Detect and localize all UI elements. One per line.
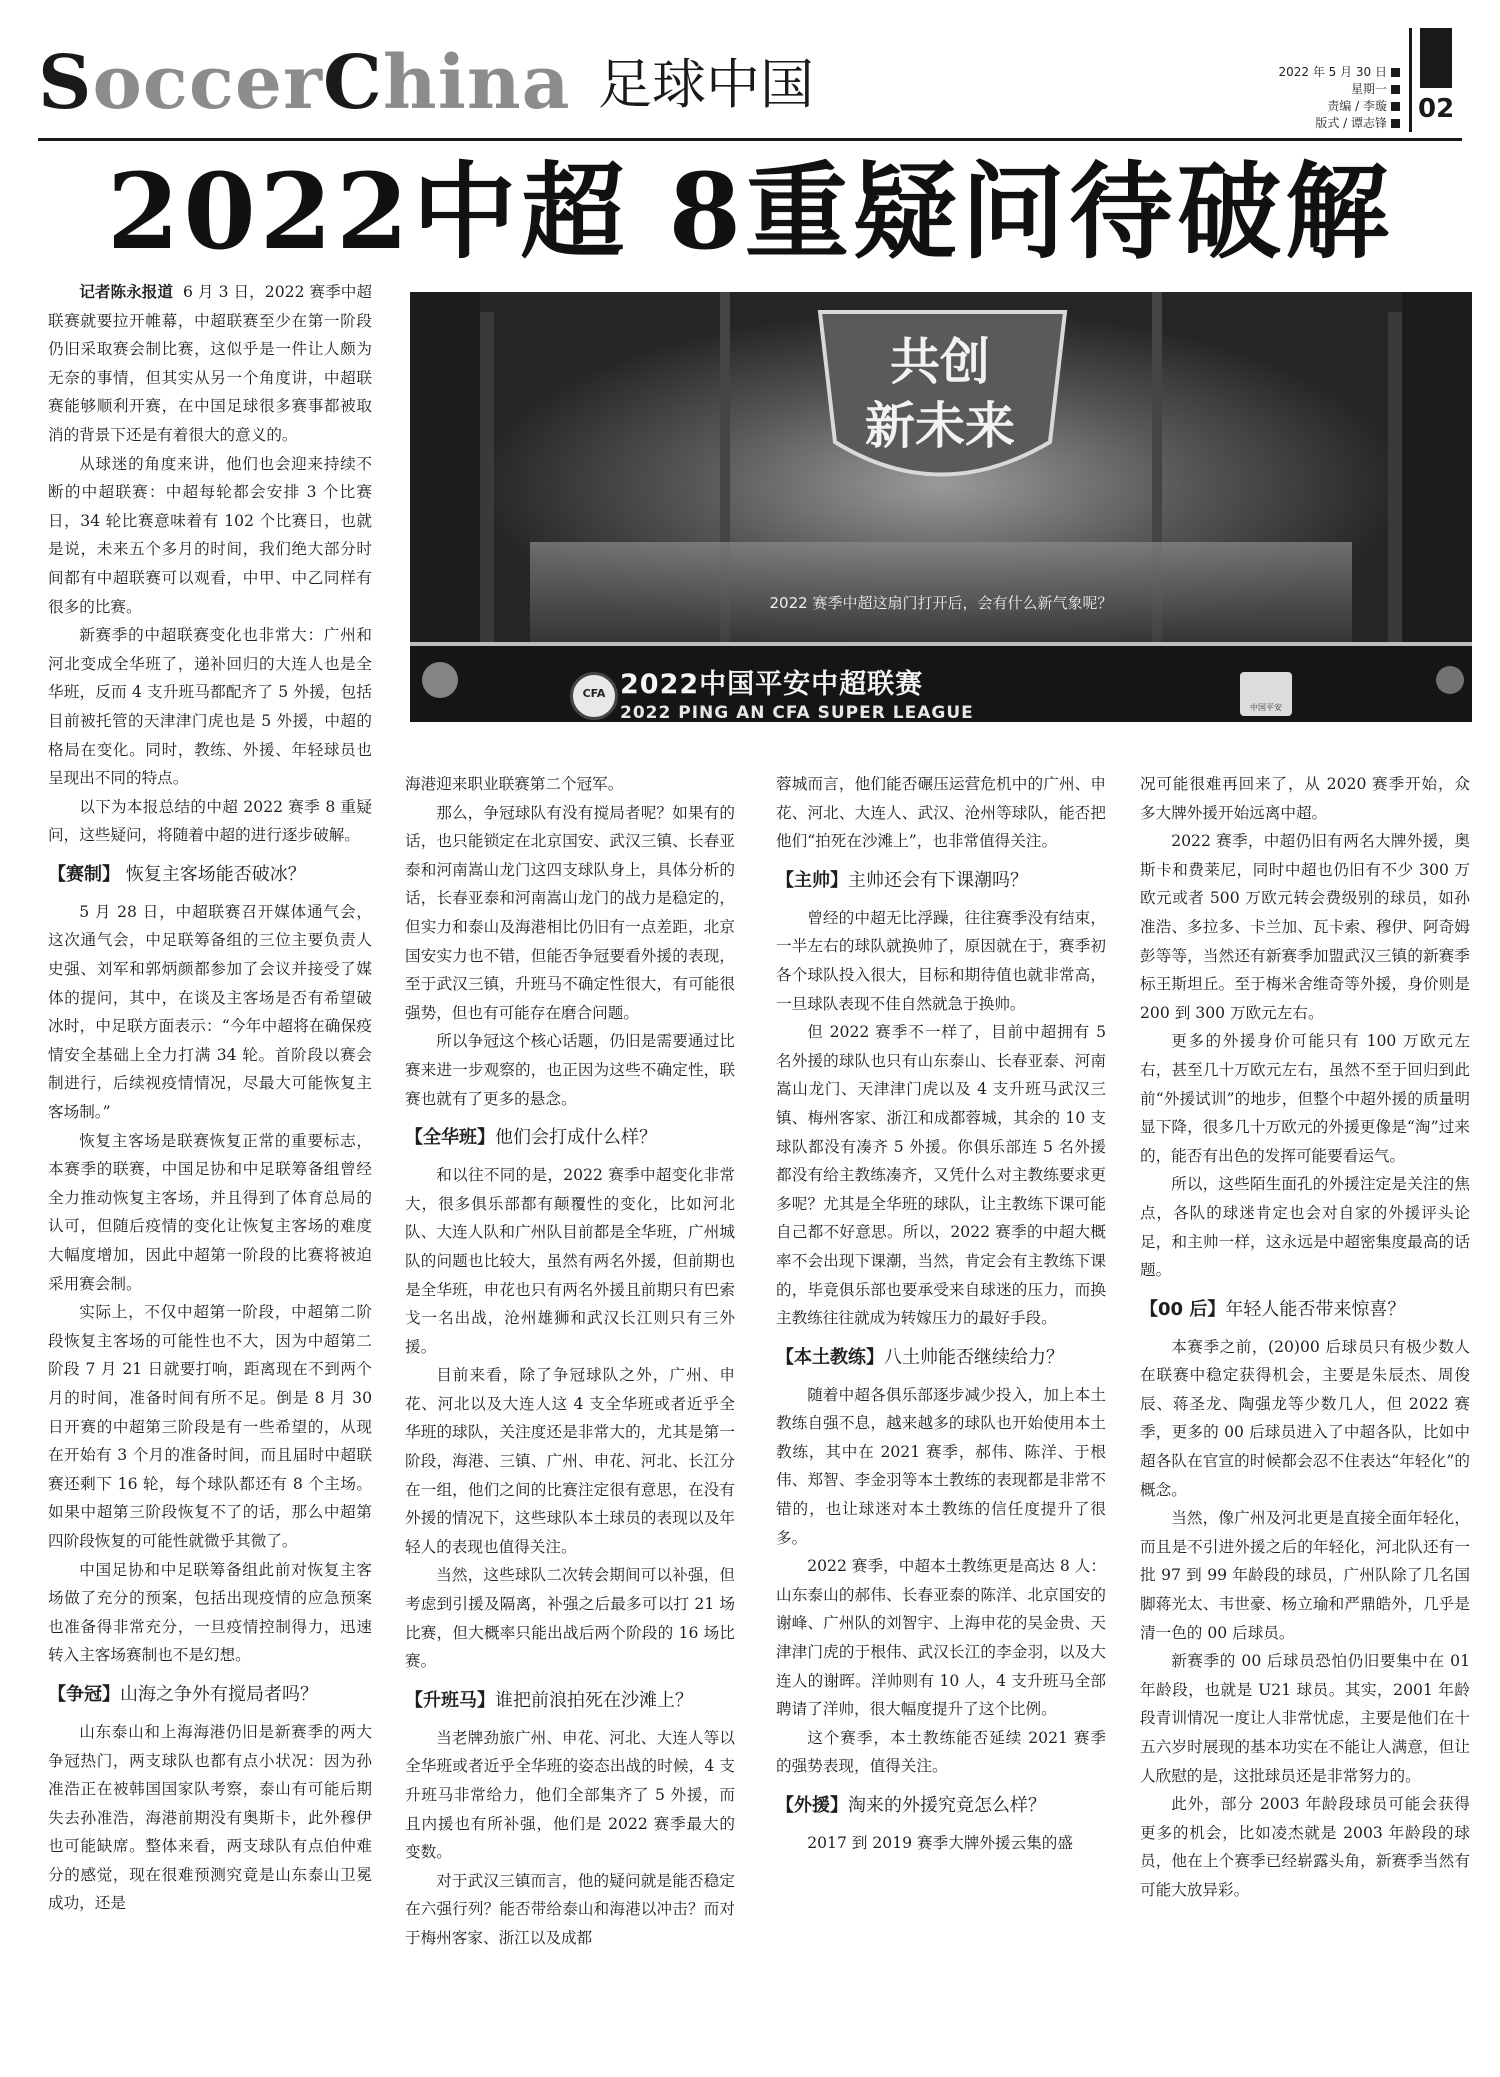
col4-paragraph-8: 此外，部分 2003 年龄段球员可能会获得更多的机会，比如凌杰就是 2003 年龄段的球员，他在上个赛季已经崭露头角，新赛季当然有可能大放异彩。	[1140, 1795, 1470, 1899]
col3-paragraph-3: 但 2022 赛季不一样了，目前中超拥有 5 名外援的球队也只有山东泰山、长春亚泰、河南嵩山龙门、天津津门虎以及 4 支升班马武汉三镇、梅州客家、浙江和成都蓉城，其余的 10 支球队都没有凑齐 5 外援。你俱乐部连 5 名外援都没有给主教练凑齐，又凭什么对主教练要求更多呢？尤其是全华班的球队，让主教练下课可能自己都不好意思。所以，2022 赛季的中超大概率不会出现下课潮，当然，肯定会有主教练下课的，毕竟俱乐部也要承受来自球迷的压力，而换主教练往往就成为转嫁压力的最好手段。	[776, 1023, 1106, 1328]
photo-slogan-line2: 新未来	[865, 397, 1015, 455]
page-number-block	[1409, 28, 1462, 132]
photo-banner-en: 2022 PING AN CFA SUPER LEAGUE	[620, 703, 974, 722]
photo-slogan-line1: 共创	[890, 333, 990, 391]
subhead-title-race: 【争冠】山海之争外有搅局者吗？	[48, 1683, 318, 1705]
cfa-emblem-icon	[570, 672, 618, 720]
col3-paragraph-6: 这个赛季，本土教练能否延续 2021 赛季的强势表现，值得关注。	[776, 1728, 1106, 1776]
subhead-coach: 【主帅】主帅还会有下课潮吗？	[776, 869, 1028, 891]
col2-paragraph-8: 对于武汉三镇而言，他的疑问就是能否稳定在六强行列？能否带给泰山和海港以冲击？而对于梅州客家、浙江以及成都	[405, 1871, 735, 1947]
col1-paragraph-2: 从球迷的角度来讲，他们也会迎来持续不断的中超联赛：中超每轮都会安排 3 个比赛日，34 轮比赛意味着有 102 个比赛日，也就是说，未来五个多月的时间，我们绝大部分时间都有中超联赛可以观看，中甲、中乙同样有很多的比赛。	[48, 454, 372, 616]
col4-paragraph-1: 况可能很难再回来了，从 2020 赛季开始，众多大牌外援开始远离中超。	[1140, 775, 1470, 822]
masthead-title-cn: 足球中国	[598, 53, 814, 116]
issue-weekday: 星期一	[1278, 81, 1400, 98]
col2-paragraph-6: 当然，这些球队二次转会期间可以补强，但考虑到引援及隔离，补强之后最多可以打 21 场比赛，但大概率只能出战后两个阶段的 16 场比赛。	[405, 1566, 735, 1671]
masthead-rule	[38, 138, 1462, 141]
col4-paragraph-5: 本赛季之前，(20)00 后球员只有极少数人在联赛中稳定获得机会，主要是朱辰杰、周俊辰、蒋圣龙、陶强龙等少数几人，但 2022 赛季，更多的 00 后球员进入了中超各队，比如中超各队在官宣的时候都会忍不住表达“年轻化”的概念。	[1140, 1337, 1470, 1499]
byline: 记者陈永报道	[79, 283, 174, 301]
col2-paragraph-7: 当老牌劲旅广州、申花、河北、大连人等以全华班或者近乎全华班的姿态出战的时候，4 支升班马非常给力，他们全部集齐了 5 外援，而且内援也有所补强，他们是 2022 赛季最大的变数。	[405, 1728, 735, 1862]
col4-paragraph-3: 更多的外援身价可能只有 100 万欧元左右，甚至几十万欧元左右，虽然不至于回归到此前“外援试训”的地步，但整个中超外援的质量明显下降，很多几十万欧元的外援更像是“淘”过来的，能否有出色的发挥可能要看运气。	[1140, 1032, 1470, 1165]
sponsor-logo-icon	[1240, 672, 1292, 716]
issue-editor: 责编 / 李璇	[1278, 98, 1400, 115]
col4-paragraph-7: 新赛季的 00 后球员恐怕仍旧要集中在 01 年龄段，也就是 U21 球员。其实，2001 年龄段青训情况一度让人非常忧虑，主要是他们在十五六岁时展现的基本功实在不能让人满意，但让人欣慰的是，这批球员还是非常努力的。	[1140, 1652, 1470, 1785]
subhead-all-chinese: 【全华班】他们会打成什么样？	[405, 1127, 657, 1149]
photo-banner-cn: 2022中国平安中超联赛	[620, 669, 924, 700]
col1-paragraph-9: 山东泰山和上海海港仍旧是新赛季的两大争冠热门，两支球队也都有点小状况：因为孙准浩正在被韩国国家队考察，泰山有可能后期失去孙准浩，海港前期没有奥斯卡，此外穆伊也可能缺席。整体来看，两支球队有点伯仲难分的感觉，现在很难预测究竟是山东泰山卫冕成功，还是	[48, 1722, 372, 1913]
subhead-format: 【赛制】 恢复主客场能否破冰？	[48, 863, 306, 885]
col4-paragraph-4: 所以，这些陌生面孔的外援注定是关注的焦点，各队的球迷肯定也会对自家的外援评头论足，和主帅一样，这永远是中超密集度最高的话题。	[1140, 1175, 1470, 1280]
col2-paragraph-4: 和以往不同的是，2022 赛季中超变化非常大，很多俱乐部都有颠覆性的变化，比如河北队、大连人队和广州队目前都是全华班，广州城队的问题也比较大，虽然有两名外援，但前期也是全华班，申花也只有两名外援且前期只有巴索戈一名出战，沧州雄狮和武汉长江则只有三外援。	[405, 1166, 735, 1356]
sponsor-label: 中国平安	[1250, 703, 1282, 712]
col2-paragraph-5: 目前来看，除了争冠球队之外，广州、申花、河北以及大连人这 4 支全华班或者近乎全华班的球队，关注度还是非常大的，尤其是第一阶段，海港、三镇、广州、申花、河北、长江分在一组，他们之间的比赛注定很有意思，在没有外援的情况下，这些球队本土球员的表现以及年轻人的表现也值得关注。	[405, 1366, 735, 1556]
col3-paragraph-4: 随着中超各俱乐部逐步减少投入，加上本土教练自强不息，越来越多的球队也开始使用本土教练，其中在 2021 赛季，郝伟、陈洋、于根伟、郑智、李金羽等本土教练的表现都是非常不错的，也让球迷对本土教练的信任度提升了很多。	[776, 1385, 1106, 1547]
subhead-foreign-players: 【外援】淘来的外援究竟怎么样？	[776, 1795, 1046, 1816]
col4-paragraph-2: 2022 赛季，中超仍旧有两名大牌外援，奥斯卡和费莱尼，同时中超也仍旧有不少 300 万欧元或者 500 万欧元转会费级别的球员，如孙准浩、多拉多、卡兰加、瓦卡索、穆伊、阿奇姆彭等等，当然还有新赛季加盟武汉三镇的新赛季标王斯坦丘。至于梅米舍维奇等外援，身价则是 200 到 300 万欧元左右。	[1140, 832, 1470, 1022]
column-1	[48, 278, 372, 1918]
column-3	[776, 770, 1106, 1858]
col3-paragraph-5: 2022 赛季，中超本土教练更是高达 8 人：山东泰山的郝伟、长春亚泰的陈洋、北京国安的谢峰、广州队的刘智宇、上海申花的吴金贵、天津津门虎的于根伟、武汉长江的李金羽，以及大连人的谢晖。洋帅则有 10 人，4 支升班马全部聘请了洋帅，很大幅度提升了这个比例。	[776, 1557, 1106, 1719]
article-photo	[410, 292, 1472, 722]
col2-paragraph-2: 那么，争冠球队有没有搅局者呢？如果有的话，也只能锁定在北京国安、武汉三镇、长春亚泰和河南嵩山龙门这四支球队身上，具体分析的话，长春亚泰和河南嵩山龙门的战力是稳定的，但实力和泰山及海港相比仍旧有一点差距，北京国安实力也不错，但能否争冠要看外援的表现，至于武汉三镇，升班马不确定性很大，有可能很强势，但也有可能存在磨合问题。	[405, 803, 735, 1022]
subhead-youth: 【00 后】年轻人能否带来惊喜？	[1140, 1298, 1406, 1320]
page-number: 02	[1418, 94, 1455, 124]
issue-designer: 版式 / 谭志锋	[1278, 115, 1400, 132]
column-4	[1140, 770, 1470, 1905]
col1-paragraph-7: 实际上，不仅中超第一阶段，中超第二阶段恢复主客场的可能性也不大，因为中超第二阶段 7 月 21 日就要打响，距离现在不到两个月的时间，准备时间有所不足。倒是 8 月 30 日开赛的中超第三阶段是有一些希望的，从现在开始有 3 个月的准备时间，而且届时中超联赛还剩下 16 轮，每个球队都还有 8 个主场。如果中超第三阶段恢复不了的话，那么中超第四阶段恢复的可能性就微乎其微了。	[48, 1303, 372, 1550]
masthead-logo: SoccerChina	[38, 40, 571, 126]
col1-paragraph-3: 新赛季的中超联赛变化也非常大：广州和河北变成全华班了，递补回归的大连人也是全华班，反而 4 支升班马都配齐了 5 外援，包括目前被托管的天津津门虎也是 5 外援，中超的格局在变化。同时，教练、外援、年轻球员也呈现出不同的特点。	[48, 626, 372, 788]
col3-paragraph-1: 蓉城而言，他们能否碾压运营危机中的广州、申花、河北、大连人、武汉、沧州等球队，能否把他们“拍死在沙滩上”，也非常值得关注。	[776, 775, 1106, 851]
photo-caption: 2022 赛季中超这扇门打开后，会有什么新气象呢？	[769, 594, 1113, 612]
headline: 2022中超 8重疑问待破解	[106, 150, 1394, 273]
col3-paragraph-7: 2017 到 2019 赛季大牌外援云集的盛	[807, 1834, 1073, 1852]
subhead-promoted: 【升班马】谁把前浪拍死在沙滩上？	[405, 1689, 693, 1711]
col1-paragraph-8: 中国足协和中足联筹备组此前对恢复主客场做了充分的预案，包括出现疫情的应急预案也准备得非常充分，一旦疫情控制得力，迅速转入主客场赛制也不是幻想。	[48, 1560, 372, 1665]
col1-paragraph-5: 5 月 28 日，中超联赛召开媒体通气会，这次通气会，中足联筹备组的三位主要负责人史强、刘军和郭炳颜都参加了会议并接受了媒体的提问，其中，在谈及主客场是否有希望破冰时，中足联方面表示：“今年中超将在确保疫情安全基础上全力打满 34 轮。首阶段以赛会制进行，后续视疫情情况，尽最大可能恢复主客场制。”	[48, 902, 372, 1122]
col1-paragraph-1: 记者陈永报道 6 月 3 日，2022 赛季中超联赛就要拉开帷幕，中超联赛至少在第一阶段仍旧采取赛会制比赛，这似乎是一件让人颇为无奈的事情，但其实从另一个角度讲，中超联赛能够顺利开赛，在中国足球很多赛事都被取消的背景下还是有着很大的意义的。	[48, 283, 373, 444]
masthead	[38, 28, 1462, 140]
cfa-emblem-label: CFA	[582, 687, 606, 700]
col3-paragraph-2: 曾经的中超无比浮躁，往往赛季没有结束，一半左右的球队就换帅了，原因就在于，赛季初各个球队投入很大，目标和期待值也就非常高，一旦球队表现不佳自然就急于换帅。	[776, 908, 1106, 1013]
column-2	[405, 770, 735, 1953]
col1-paragraph-6: 恢复主客场是联赛恢复正常的重要标志，本赛季的联赛，中国足协和中足联筹备组曾经全力推动恢复主客场，并且得到了体育总局的认可，但随后疫情的变化让恢复主客场的难度大幅度增加，因此中超第一阶段的比赛将被迫采用赛会制。	[48, 1131, 372, 1293]
issue-date: 2022 年 5 月 30 日	[1278, 64, 1400, 81]
col4-paragraph-6: 当然，像广州及河北更是直接全面年轻化，而且是不引进外援之后的年轻化，河北队还有一批 97 到 99 年龄段的球员，广州队除了几名国脚蒋光太、韦世豪、杨立瑜和严鼎皓外，几乎是清一色的 00 后球员。	[1140, 1509, 1470, 1642]
col2-paragraph-1: 海港迎来职业联赛第二个冠军。	[405, 775, 624, 793]
subhead-local-coach: 【本土教练】八土帅能否继续给力？	[776, 1346, 1064, 1368]
issue-info	[1278, 64, 1400, 132]
page-number-bar	[1420, 28, 1452, 88]
col1-paragraph-4: 以下为本报总结的中超 2022 赛季 8 重疑问，这些疑问，将随着中超的进行逐步破解。	[48, 797, 372, 845]
col2-paragraph-3: 所以争冠这个核心话题，仍旧是需要通过比赛来进一步观察的，也正因为这些不确定性，联赛也就有了更多的悬念。	[405, 1032, 735, 1108]
